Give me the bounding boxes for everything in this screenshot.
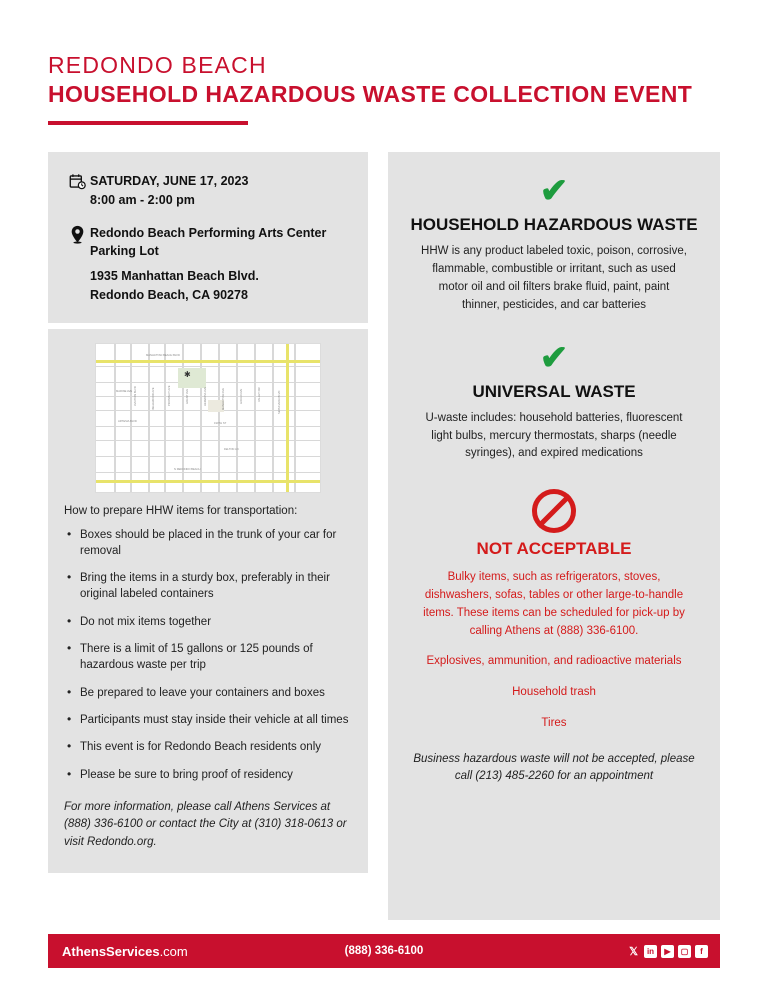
page-title-city: REDONDO BEACH	[48, 52, 267, 78]
page-header	[48, 52, 720, 125]
prep-intro-text: How to prepare HHW items for transportation:	[64, 504, 298, 517]
event-date: SATURDAY, JUNE 17, 2023	[90, 174, 249, 188]
universal-waste-body: U-waste includes: household batteries, fluorescent light bulbs, mercury thermostats, sharps (needle syringes), and expired medications	[425, 411, 683, 460]
venue-address-line2: Redondo Beach, CA 90278	[90, 287, 248, 302]
not-acceptable-item-explosives: Explosives, ammunition, and radioactive materials	[426, 655, 682, 668]
event-location-row	[64, 224, 352, 305]
not-acceptable-item-bulky: Bulky items, such as refrigerators, stoves, dishwashers, sofas, tables or other large-to-handle items. These items can be scheduled for pick-up by calling Athens at (888) 336-6100.	[423, 571, 685, 637]
hhw-body: HHW is any product labeled toxic, poison, corrosive, flammable, combustible or irritant, such as used motor oil and oil filters brake fluid, paint, paint thinner, pesticides, and car batteries	[421, 245, 687, 311]
youtube-icon[interactable]: ▶	[661, 945, 674, 958]
title-underline-rule	[48, 121, 248, 125]
event-time: 8:00 am - 2:00 pm	[90, 192, 195, 207]
list-item: • Bring the items in a sturdy box, preferably in their original labeled containers	[64, 570, 352, 603]
list-item: • Boxes should be placed in the trunk of your car for removal	[64, 527, 352, 560]
not-acceptable-heading: NOT ACCEPTABLE	[476, 539, 632, 559]
twitter-icon[interactable]: 𝕏	[629, 945, 638, 958]
map-and-prep-panel	[48, 329, 368, 873]
prohibited-icon	[532, 489, 576, 533]
footer-brand-name: AthensServices	[62, 943, 160, 959]
left-column	[48, 152, 368, 873]
footer-brand-tld: .com	[159, 943, 188, 959]
not-acceptable-item-trash: Household trash	[512, 686, 596, 699]
page-footer	[48, 934, 720, 968]
location-map-wrap	[64, 343, 352, 493]
not-acceptable-section	[410, 489, 698, 785]
page-title-event: HOUSEHOLD HAZARDOUS WASTE COLLECTION EVENT	[48, 81, 693, 108]
green-check-icon: ✔	[539, 338, 569, 377]
more-information-note: For more information, please call Athens Services at (888) 336-6100 or contact the City at (310) 318-0613 or visit Redondo.org.	[64, 801, 347, 848]
location-map: ✱ MANHATTAN BEACH BLVD MARINE AVE ARTESIA BLVD 190TH ST FELTON LN N REDONDO BEACH AVIATION BLVD INGLEWOOD AVE PROSPECT AVE GRANT AVE HERMOSA AVE MANHATTAN AVE GOULD AVE VALLEY DR SEPULVEDA BLVD	[95, 343, 321, 493]
calendar-icon	[64, 172, 90, 190]
hhw-section	[410, 174, 698, 315]
footer-brand[interactable]	[62, 944, 188, 959]
prep-list	[64, 527, 352, 784]
star-marker: ✱	[184, 369, 191, 379]
list-item: • Participants must stay inside their vehicle at all times	[64, 712, 352, 728]
list-item: • Please be sure to bring proof of residency	[64, 767, 352, 783]
event-details-panel	[48, 152, 368, 323]
list-item: • Do not mix items together	[64, 614, 352, 630]
footer-phone: (888) 336-6100	[344, 945, 424, 957]
venue-name-line2: Parking Lot	[90, 244, 159, 259]
facebook-icon[interactable]: f	[695, 945, 708, 958]
map-pin-icon	[64, 224, 90, 244]
instagram-icon[interactable]: ▢	[678, 945, 691, 958]
venue-name-line1: Redondo Beach Performing Arts Center	[90, 225, 327, 240]
business-waste-note: Business hazardous waste will not be accepted, please call (213) 485-2260 for an appointment	[413, 752, 695, 783]
event-datetime-row	[64, 172, 352, 210]
right-column	[388, 152, 720, 920]
list-item: • Be prepared to leave your containers and boxes	[64, 685, 352, 701]
footer-social-links	[627, 945, 708, 958]
not-acceptable-item-tires: Tires	[541, 717, 567, 730]
universal-waste-section	[410, 338, 698, 464]
green-check-icon: ✔	[539, 172, 569, 210]
linkedin-icon[interactable]: in	[644, 945, 657, 958]
venue-address-line1: 1935 Manhattan Beach Blvd.	[90, 269, 259, 283]
list-item: • This event is for Redondo Beach residents only	[64, 739, 352, 755]
list-item: • There is a limit of 15 gallons or 125 pounds of hazardous waste per trip	[64, 641, 352, 674]
hhw-heading: HOUSEHOLD HAZARDOUS WASTE	[410, 215, 698, 234]
universal-waste-heading: UNIVERSAL WASTE	[472, 381, 636, 401]
